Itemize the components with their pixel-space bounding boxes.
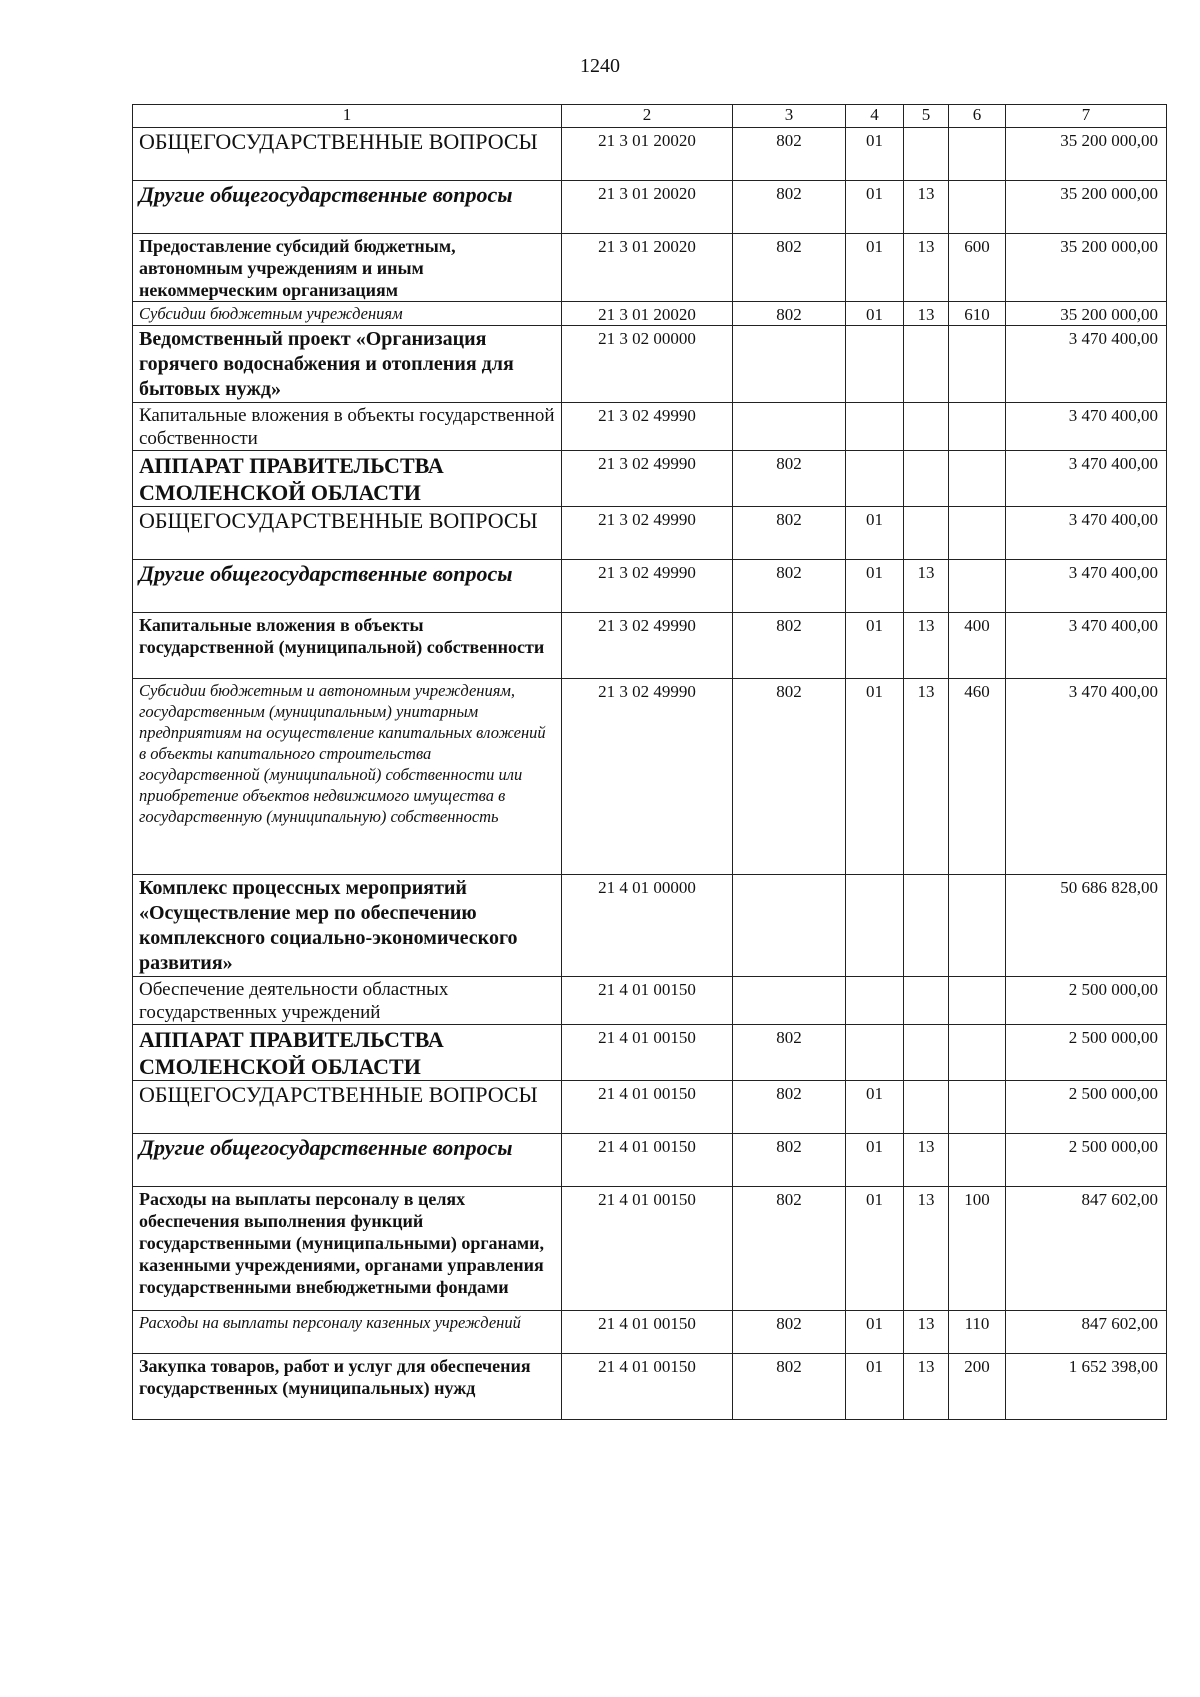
row-col5-cell: 13 [904, 1311, 949, 1354]
row-amount-cell: 2 500 000,00 [1006, 1081, 1167, 1134]
row-col6-cell: 400 [949, 613, 1006, 679]
row-col5-cell: 13 [904, 560, 949, 613]
row-col6-cell: 600 [949, 234, 1006, 302]
row-col4-cell: 01 [846, 1187, 904, 1311]
row-amount-cell: 3 470 400,00 [1006, 679, 1167, 875]
table-row [133, 128, 1167, 181]
row-name-cell: ОБЩЕГОСУДАРСТВЕННЫЕ ВОПРОСЫ [133, 128, 562, 181]
header-cell: 7 [1006, 105, 1167, 128]
row-col5-cell [904, 403, 949, 451]
row-code-cell: 21 4 01 00150 [562, 1134, 733, 1187]
row-name-cell: Расходы на выплаты персоналу в целях обеспечения выполнения функций государственными (муниципальными) органами, казенными учреждениями, органами управления государственными внебюджетными фондами [133, 1187, 562, 1311]
row-code-cell: 21 4 01 00150 [562, 1354, 733, 1420]
row-col4-cell [846, 451, 904, 507]
row-name-cell: Капитальные вложения в объекты государственной собственности [133, 403, 562, 451]
row-col6-cell: 200 [949, 1354, 1006, 1420]
header-cell: 2 [562, 105, 733, 128]
table-row [133, 679, 1167, 875]
row-name-cell: Капитальные вложения в объекты государственной (муниципальной) собственности [133, 613, 562, 679]
row-code-cell: 21 4 01 00000 [562, 875, 733, 977]
table-row [133, 234, 1167, 302]
row-name-cell: АППАРАТ ПРАВИТЕЛЬСТВА СМОЛЕНСКОЙ ОБЛАСТИ [133, 451, 562, 507]
row-col6-cell: 460 [949, 679, 1006, 875]
budget-table [132, 104, 1167, 1420]
row-col4-cell [846, 326, 904, 403]
row-amount-cell: 35 200 000,00 [1006, 302, 1167, 326]
table-row [133, 1025, 1167, 1081]
row-name-cell: Субсидии бюджетным и автономным учреждениям, государственным (муниципальным) унитарным предприятиям на осуществление капитальных вложений в объекты капитального строительства государственной (муниципальной) собственности или приобретение объектов недвижимого имущества в государственную (муниципальную) собственность [133, 679, 562, 875]
table-row [133, 560, 1167, 613]
row-col4-cell: 01 [846, 613, 904, 679]
row-code-cell: 21 3 02 49990 [562, 451, 733, 507]
row-col4-cell: 01 [846, 181, 904, 234]
row-col3-cell: 802 [733, 1081, 846, 1134]
row-col4-cell: 01 [846, 1134, 904, 1187]
row-col3-cell: 802 [733, 613, 846, 679]
row-name-cell: Другие общегосударственные вопросы [133, 560, 562, 613]
row-amount-cell: 847 602,00 [1006, 1187, 1167, 1311]
row-code-cell: 21 3 02 49990 [562, 613, 733, 679]
row-col5-cell: 13 [904, 1354, 949, 1420]
table-row [133, 181, 1167, 234]
row-amount-cell: 2 500 000,00 [1006, 1025, 1167, 1081]
header-cell: 5 [904, 105, 949, 128]
table-row [133, 302, 1167, 326]
row-col3-cell: 802 [733, 1187, 846, 1311]
row-col4-cell: 01 [846, 1081, 904, 1134]
row-name-cell: Обеспечение деятельности областных государственных учреждений [133, 977, 562, 1025]
table-row [133, 1134, 1167, 1187]
row-code-cell: 21 4 01 00150 [562, 977, 733, 1025]
row-col5-cell [904, 326, 949, 403]
row-col5-cell: 13 [904, 181, 949, 234]
table-row [133, 326, 1167, 403]
row-col6-cell: 100 [949, 1187, 1006, 1311]
row-col3-cell [733, 403, 846, 451]
row-col5-cell [904, 128, 949, 181]
row-name-cell: ОБЩЕГОСУДАРСТВЕННЫЕ ВОПРОСЫ [133, 507, 562, 560]
row-name-cell: Закупка товаров, работ и услуг для обеспечения государственных (муниципальных) нужд [133, 1354, 562, 1420]
row-col3-cell: 802 [733, 234, 846, 302]
row-code-cell: 21 3 01 20020 [562, 128, 733, 181]
header-cell: 3 [733, 105, 846, 128]
row-col3-cell: 802 [733, 679, 846, 875]
row-col4-cell [846, 875, 904, 977]
row-code-cell: 21 3 02 49990 [562, 560, 733, 613]
row-col6-cell [949, 326, 1006, 403]
row-col5-cell [904, 977, 949, 1025]
row-col4-cell: 01 [846, 1311, 904, 1354]
row-code-cell: 21 3 02 49990 [562, 403, 733, 451]
row-col3-cell: 802 [733, 1025, 846, 1081]
row-amount-cell: 3 470 400,00 [1006, 507, 1167, 560]
row-col3-cell: 802 [733, 1354, 846, 1420]
table-row [133, 451, 1167, 507]
row-amount-cell: 1 652 398,00 [1006, 1354, 1167, 1420]
row-code-cell: 21 3 02 49990 [562, 679, 733, 875]
table-row [133, 507, 1167, 560]
row-name-cell: Другие общегосударственные вопросы [133, 1134, 562, 1187]
row-name-cell: АППАРАТ ПРАВИТЕЛЬСТВА СМОЛЕНСКОЙ ОБЛАСТИ [133, 1025, 562, 1081]
table-row [133, 875, 1167, 977]
table-row [133, 1081, 1167, 1134]
row-col4-cell: 01 [846, 507, 904, 560]
table-row [133, 613, 1167, 679]
row-amount-cell: 2 500 000,00 [1006, 1134, 1167, 1187]
table-row [133, 1187, 1167, 1311]
row-code-cell: 21 3 02 00000 [562, 326, 733, 403]
row-col4-cell [846, 1025, 904, 1081]
row-col5-cell [904, 1081, 949, 1134]
row-col5-cell: 13 [904, 1187, 949, 1311]
row-col6-cell [949, 1025, 1006, 1081]
row-amount-cell: 2 500 000,00 [1006, 977, 1167, 1025]
row-col6-cell [949, 1134, 1006, 1187]
table-row [133, 1354, 1167, 1420]
row-col4-cell: 01 [846, 679, 904, 875]
row-code-cell: 21 3 01 20020 [562, 302, 733, 326]
row-col6-cell [949, 181, 1006, 234]
row-col5-cell: 13 [904, 302, 949, 326]
row-name-cell: ОБЩЕГОСУДАРСТВЕННЫЕ ВОПРОСЫ [133, 1081, 562, 1134]
row-col4-cell: 01 [846, 560, 904, 613]
row-amount-cell: 3 470 400,00 [1006, 613, 1167, 679]
row-col5-cell: 13 [904, 234, 949, 302]
row-col6-cell [949, 875, 1006, 977]
row-amount-cell: 3 470 400,00 [1006, 403, 1167, 451]
page-number: 1240 [580, 55, 620, 77]
row-col3-cell [733, 875, 846, 977]
row-col3-cell: 802 [733, 1134, 846, 1187]
row-amount-cell: 3 470 400,00 [1006, 451, 1167, 507]
table-row [133, 1311, 1167, 1354]
row-col6-cell [949, 1081, 1006, 1134]
row-col3-cell: 802 [733, 507, 846, 560]
row-col6-cell [949, 507, 1006, 560]
row-code-cell: 21 4 01 00150 [562, 1311, 733, 1354]
row-col5-cell [904, 451, 949, 507]
row-col6-cell: 610 [949, 302, 1006, 326]
row-col5-cell: 13 [904, 679, 949, 875]
header-cell: 6 [949, 105, 1006, 128]
row-amount-cell: 35 200 000,00 [1006, 128, 1167, 181]
row-amount-cell: 3 470 400,00 [1006, 560, 1167, 613]
row-amount-cell: 3 470 400,00 [1006, 326, 1167, 403]
row-col4-cell: 01 [846, 302, 904, 326]
table-row [133, 977, 1167, 1025]
row-name-cell: Ведомственный проект «Организация горячего водоснабжения и отопления для бытовых нужд» [133, 326, 562, 403]
row-col5-cell [904, 875, 949, 977]
row-col3-cell: 802 [733, 451, 846, 507]
row-col5-cell: 13 [904, 613, 949, 679]
row-name-cell: Субсидии бюджетным учреждениям [133, 302, 562, 326]
row-col3-cell: 802 [733, 1311, 846, 1354]
row-col6-cell [949, 128, 1006, 181]
row-name-cell: Другие общегосударственные вопросы [133, 181, 562, 234]
row-amount-cell: 35 200 000,00 [1006, 234, 1167, 302]
row-col5-cell [904, 507, 949, 560]
row-col4-cell [846, 403, 904, 451]
row-col6-cell [949, 560, 1006, 613]
row-col5-cell: 13 [904, 1134, 949, 1187]
row-col5-cell [904, 1025, 949, 1081]
row-col4-cell [846, 977, 904, 1025]
row-col3-cell: 802 [733, 128, 846, 181]
row-name-cell: Предоставление субсидий бюджетным, автономным учреждениям и иным некоммерческим организациям [133, 234, 562, 302]
row-name-cell: Расходы на выплаты персоналу казенных учреждений [133, 1311, 562, 1354]
row-col3-cell [733, 326, 846, 403]
row-code-cell: 21 3 01 20020 [562, 181, 733, 234]
row-code-cell: 21 4 01 00150 [562, 1081, 733, 1134]
row-col4-cell: 01 [846, 128, 904, 181]
row-amount-cell: 847 602,00 [1006, 1311, 1167, 1354]
row-col6-cell [949, 451, 1006, 507]
row-amount-cell: 50 686 828,00 [1006, 875, 1167, 977]
row-code-cell: 21 4 01 00150 [562, 1187, 733, 1311]
row-col4-cell: 01 [846, 234, 904, 302]
row-col6-cell [949, 403, 1006, 451]
table-header-row [133, 105, 1167, 128]
row-code-cell: 21 3 01 20020 [562, 234, 733, 302]
row-name-cell: Комплекс процессных мероприятий «Осуществление мер по обеспечению комплексного социально-экономического развития» [133, 875, 562, 977]
row-col3-cell: 802 [733, 302, 846, 326]
row-col4-cell: 01 [846, 1354, 904, 1420]
row-col3-cell: 802 [733, 181, 846, 234]
row-amount-cell: 35 200 000,00 [1006, 181, 1167, 234]
row-col6-cell [949, 977, 1006, 1025]
row-code-cell: 21 4 01 00150 [562, 1025, 733, 1081]
header-cell: 1 [133, 105, 562, 128]
row-col3-cell: 802 [733, 560, 846, 613]
table-row [133, 403, 1167, 451]
row-code-cell: 21 3 02 49990 [562, 507, 733, 560]
row-col6-cell: 110 [949, 1311, 1006, 1354]
header-cell: 4 [846, 105, 904, 128]
row-col3-cell [733, 977, 846, 1025]
